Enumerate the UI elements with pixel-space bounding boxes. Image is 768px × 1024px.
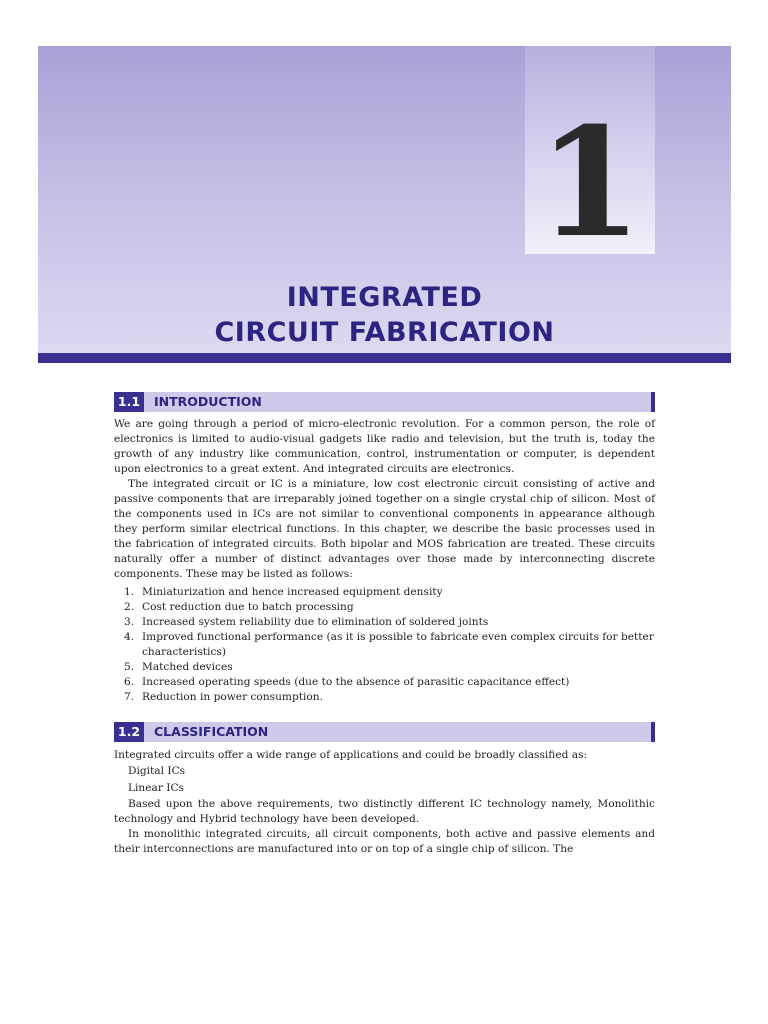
- section-number: 1.1: [114, 392, 144, 412]
- list-item: 6. Increased operating speeds (due to the absence of parasitic capacitance effect): [124, 676, 570, 688]
- advantages-list: [114, 585, 655, 705]
- section-number: 1.2: [114, 722, 144, 742]
- classification-paragraph-2: Based upon the above requirements, two distinctly different IC technology namely, Monolithic technology and Hybrid technology have been developed.: [114, 798, 655, 825]
- chapter-title-line2: CIRCUIT FABRICATION: [214, 317, 555, 348]
- chapter-title-line1: INTEGRATED: [286, 282, 483, 313]
- list-item: 7. Reduction in power consumption.: [124, 691, 323, 703]
- list-item: 3. Increased system reliability due to elimination of soldered joints: [124, 616, 489, 628]
- classification-body: [114, 748, 655, 857]
- list-item: 4. Improved functional performance (as it is possible to fabricate even complex circuits for better characteristics): [124, 631, 654, 658]
- section-title: CLASSIFICATION: [154, 724, 269, 739]
- list-item: 1. Miniaturization and hence increased equipment density: [124, 586, 443, 598]
- chapter-number: 1: [537, 95, 643, 271]
- section-heading-classification: [114, 722, 655, 742]
- list-item: 5. Matched devices: [124, 661, 233, 673]
- intro-paragraph-2: The integrated circuit or IC is a miniature, low cost electronic circuit consisting of active and passive components that are irreparably joined together on a single crystal chip of silicon. Most of the components used in ICs are not similar to conventional components in appearance although they perform similar electrical functions. In this chapter, we describe the basic processes used in the fabrication of integrated circuits. Both bipolar and MOS fabrication are treated. These circuits naturally offer a number of distinct advantages over those made by interconnecting discrete components. These may be listed as follows:: [114, 478, 655, 580]
- section-heading-introduction: [114, 392, 655, 412]
- introduction-body: [114, 417, 655, 705]
- classification-paragraph-1: Integrated circuits offer a wide range of applications and could be broadly classified as:: [114, 749, 588, 761]
- section-title: INTRODUCTION: [154, 394, 262, 409]
- list-item: 2. Cost reduction due to batch processing: [124, 601, 354, 613]
- classification-item-linear: Linear ICs: [128, 782, 184, 794]
- classification-item-digital: Digital ICs: [128, 765, 186, 777]
- classification-paragraph-3: In monolithic integrated circuits, all circuit components, both active and passive elements and their interconnections are manufactured into or on top of a single chip of silicon. The: [114, 828, 655, 855]
- banner-divider: [38, 353, 731, 363]
- intro-paragraph-1: We are going through a period of micro-electronic revolution. For a common person, the role of electronics is limited to audio-visual gadgets like radio and television, but the truth is, today the growth of any industry like communication, control, instrumentation or computer, is dependent upon electronics to a great extent. And integrated circuits are electronics.: [114, 418, 655, 475]
